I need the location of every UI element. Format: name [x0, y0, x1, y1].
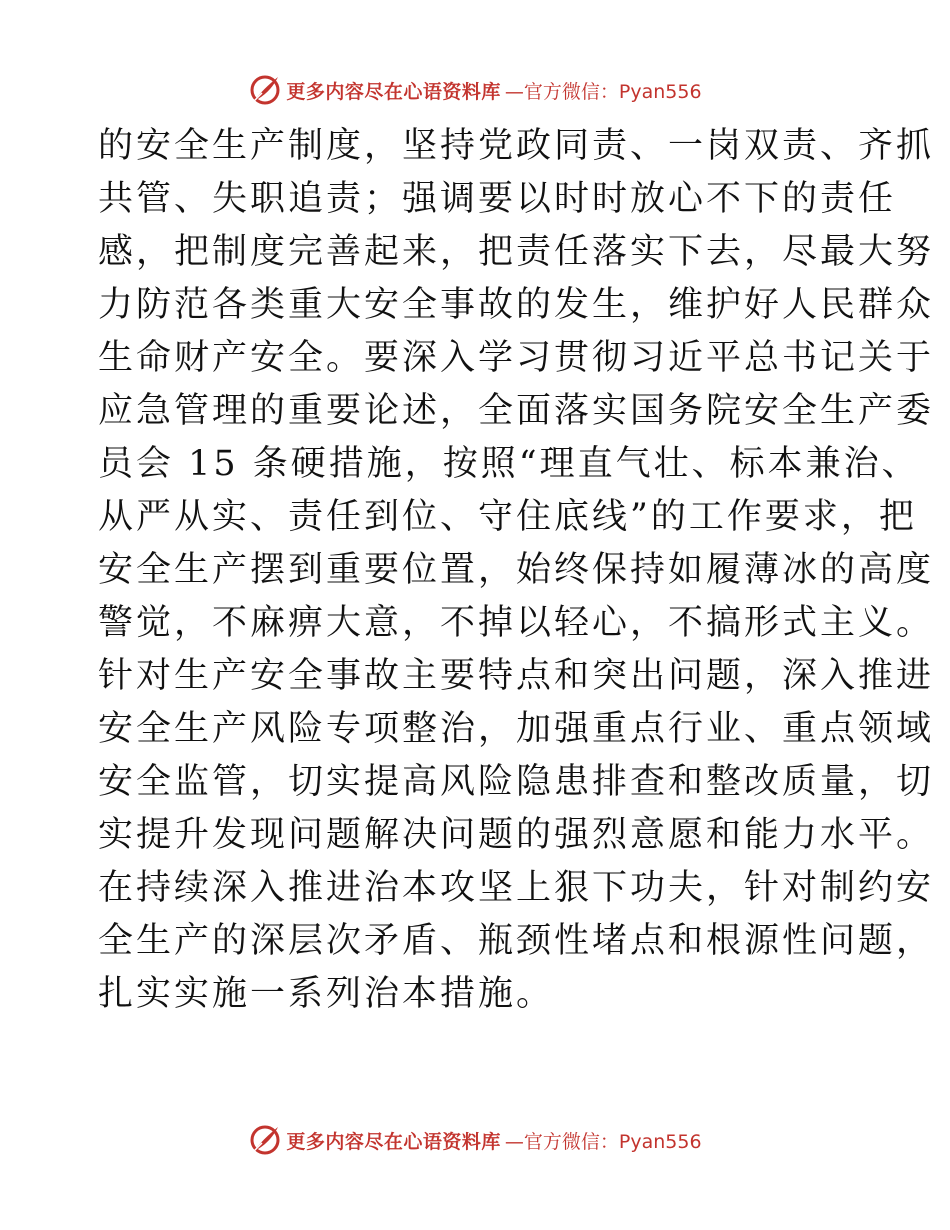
body-line: 感，把制度完善起来，把责任落实下去，尽最大努: [98, 232, 935, 272]
body-line: 实提升发现问题解决问题的强烈意愿和能力水平。: [98, 815, 935, 855]
body-line: 全生产的深层次矛盾、瓶颈性堵点和根源性问题，: [98, 921, 935, 961]
body-line: 共管、失职追责；强调要以时时放心不下的责任: [98, 179, 897, 219]
body-line: 员会 15 条硬措施，按照“理直气壮、标本兼治、: [98, 444, 920, 484]
footer-brand-text: 更多内容尽在心语资料库: [286, 1130, 501, 1153]
header-banner: [0, 70, 950, 110]
body-line: 应急管理的重要论述，全面落实国务院安全生产委: [98, 391, 935, 431]
body-line: 警觉，不麻痹大意，不掉以轻心，不搞形式主义。: [98, 603, 935, 643]
body-line: 生命财产安全。要深入学习贯彻习近平总书记关于: [98, 338, 935, 378]
body-line: 力防范各类重大安全事故的发生，维护好人民群众: [98, 285, 935, 325]
body-line: 的安全生产制度，坚持党政同责、一岗双责、齐抓: [98, 126, 935, 166]
header-contact-text: —官方微信：Pyan556: [504, 80, 702, 103]
body-line: 安全生产摆到重要位置，始终保持如履薄冰的高度: [98, 550, 935, 590]
body-line: 从严从实、责任到位、守住底线”的工作要求，把: [98, 497, 917, 537]
body-line: 扎实实施一系列治本措施。: [98, 974, 555, 1014]
quill-pen-logo-icon: [248, 73, 282, 107]
body-line: 安全生产风险专项整治，加强重点行业、重点领域: [98, 709, 935, 749]
body-line: 安全监管，切实提高风险隐患排查和整改质量，切: [98, 762, 935, 802]
footer-banner: [0, 1120, 950, 1160]
document-body: [98, 120, 935, 1021]
quill-pen-logo-icon: [248, 1123, 282, 1157]
header-brand-text: 更多内容尽在心语资料库: [286, 80, 501, 103]
footer-contact-text: —官方微信：Pyan556: [504, 1130, 702, 1153]
body-line: 在持续深入推进治本攻坚上狠下功夫，针对制约安: [98, 868, 935, 908]
body-line: 针对生产安全事故主要特点和突出问题，深入推进: [98, 656, 935, 696]
